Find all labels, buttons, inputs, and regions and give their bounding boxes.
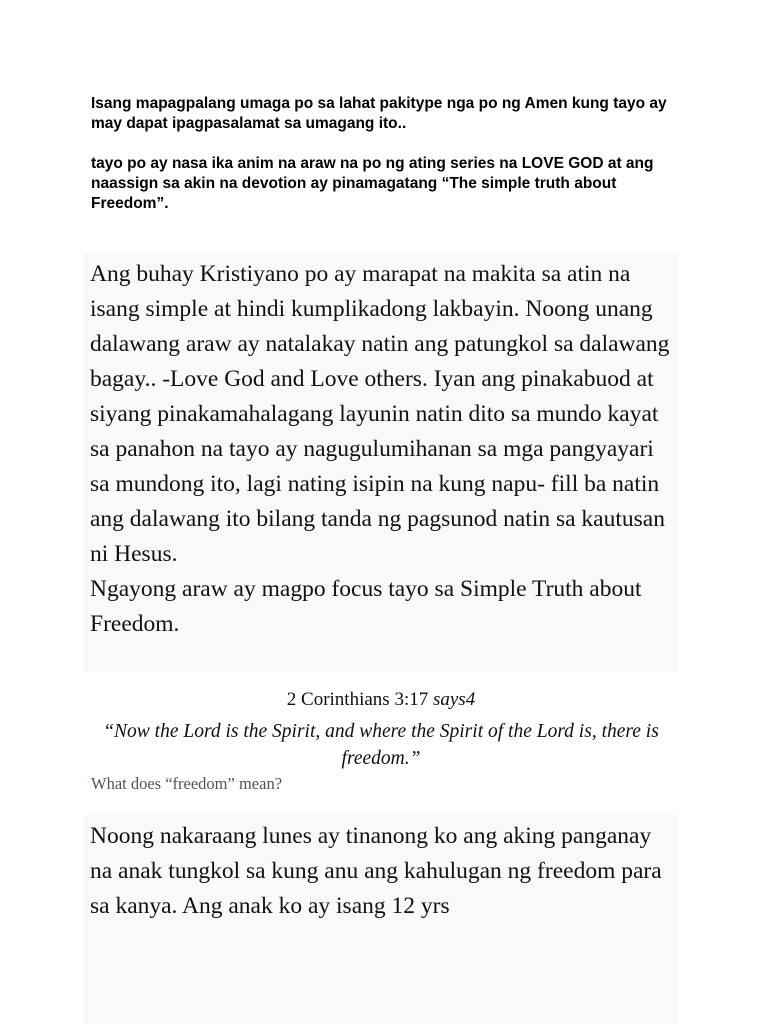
continuation-paragraph: Noong nakaraang lunes ay tinanong ko ang aking panganay na anak tungkol sa kung anu ang kahulugan ng freedom para sa kanya. Ang anak ko ay isang 12 yrs <box>90 823 662 919</box>
continuation-text-block <box>84 815 678 1024</box>
freedom-question: What does “freedom” mean? <box>91 774 283 793</box>
verse-says: says4 <box>432 689 476 710</box>
body-text-block <box>84 253 678 672</box>
verse-quote: “Now the Lord is the Spirit, and where the Spirit of the Lord is, there is freedom.” <box>103 721 659 769</box>
verse-reference <box>84 688 678 712</box>
body-paragraph-focus: Ngayong araw ay magpo focus tayo sa Simple Truth about Freedom. <box>90 576 642 637</box>
body-paragraph-christian-life: Ang buhay Kristiyano po ay marapat na makita sa atin na isang simple at hindi kumplikadong lakbayin. Noong unang dalawang araw ay natalakay natin ang patungkol sa dalawang bagay.. -Love God and Love others. Iyan ang pinakabuod at siyang pinakamahalagang layunin natin dito sa mundo kayat sa panahon na tayo ay nagugulumihanan sa mga pangyayari sa mundong ito, lagi nating isipin na kung napu- fill ba natin ang dalawang ito bilang tanda ng pagsunod natin sa kautusan ni Hesus. <box>90 261 670 567</box>
intro-greeting: Isang mapagpalang umaga po sa lahat pakitype nga po ng Amen kung tayo ay may dapat ipagpasalamat sa umagang ito.. <box>91 95 667 132</box>
intro-series-note: tayo po ay nasa ika anim na araw na po ng ating series na LOVE GOD at ang naassign sa akin na devotion ay pinamagatang “The simple truth about Freedom”. <box>91 155 654 212</box>
verse-reference-text: 2 Corinthians 3:17 <box>286 689 433 710</box>
